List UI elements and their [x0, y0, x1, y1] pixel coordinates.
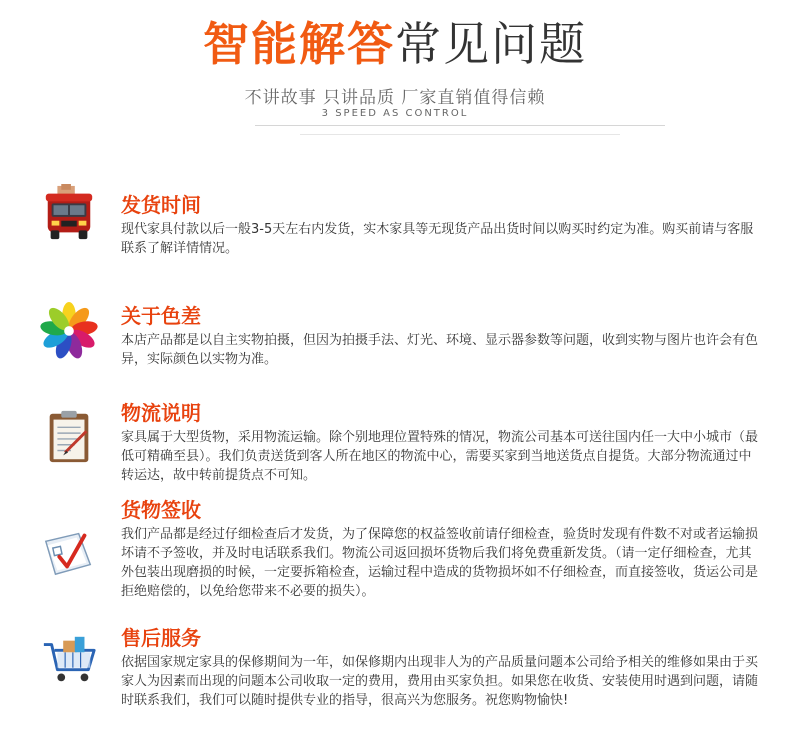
section-body: 我们产品都是经过仔细检查后才发货，为了保障您的权益签收前请仔细检查，验货时发现有件数不对或者运输损坏请不予签收，并及时电话联系我们。物流公司返回损坏货物后我们将免费重新发货。（请一定仔细检查，尤其外包装出现磨损的时候，一定要拆箱检查，运输过程中造成的货物损坏如不仔细检查，而直接签收，货运公司是拒绝赔偿的，以免给您带来不必要的损失）。 [121, 527, 759, 599]
divider [255, 125, 665, 126]
clipboard-icon [40, 408, 98, 466]
slogan: 不讲故事 只讲品质 厂家直销值得信赖 [244, 88, 546, 108]
section-body: 家具属于大型货物，采用物流运输。除个别地理位置特殊的情况，物流公司基本可送往国内任一大中小城市（最低可精确至县）。我们负责送货到客人所在地区的物流中心，需要买家到当地送货点自提货。大部分物流通过中转运达，故中转前提货点不可知。 [121, 430, 759, 483]
header [0, 0, 790, 150]
section-body: 本店产品都是以自主实物拍摄，但因为拍摄手法、灯光、环境、显示器参数等问题，收到实物与图片也许会有色异，实际颜色以实物为准。 [121, 333, 759, 367]
section-body: 依据国家规定家具的保修期间为一年，如保修期内出现非人为的产品质量问题本公司给予相关的维修如果由于买家人为因素而出现的问题本公司收取一定的费用，费用由买家负担。如果您在收货、安装使用时遇到问题，请随时联系我们，我们可以随时提供专业的指导，很高兴为您服务。祝您购物愉快! [121, 655, 759, 708]
delivery-truck-icon [40, 184, 98, 242]
color-wheel-icon [40, 301, 98, 359]
shopping-cart-icon [40, 631, 98, 689]
page-title [0, 16, 790, 72]
subtitle-en: 3 SPEED AS CONTROL [321, 108, 469, 119]
section-title: 发货时间 [121, 193, 201, 217]
section-title: 货物签收 [121, 498, 201, 522]
section-title: 售后服务 [121, 626, 201, 650]
title-rest: 常见问题 [395, 17, 587, 71]
section-title: 物流说明 [121, 401, 201, 425]
divider [300, 134, 620, 135]
checkmark-document-icon [40, 522, 98, 580]
section-title: 关于色差 [121, 304, 201, 328]
title-highlight: 智能解答 [203, 17, 395, 71]
section-body: 现代家具付款以后一般3-5天左右内发货，实木家具等无现货产品出货时间以购买时约定为准。购买前请与客服联系了解详情情况。 [121, 222, 754, 256]
